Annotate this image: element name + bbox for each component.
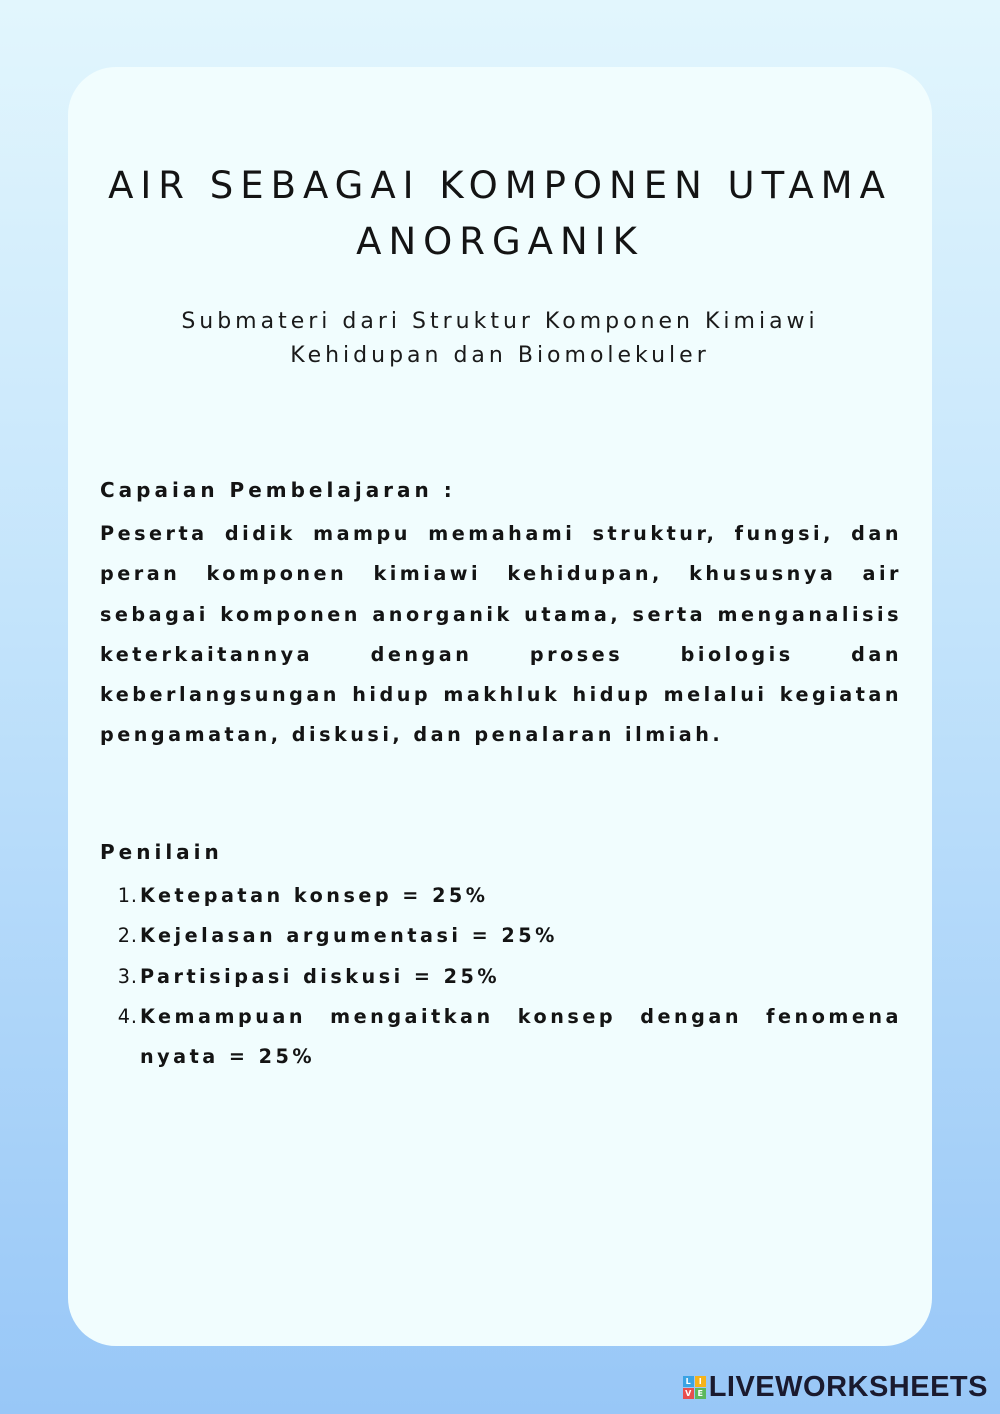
logo-letter: L (683, 1376, 694, 1387)
list-item-text: Ketepatan konsep = 25% (140, 884, 489, 907)
learning-outcome-text: Peserta didik mampu memahami struktur, fungsi, dan peran komponen kimiawi kehidupan, khususnya air sebagai komponen anorganik utama, serta menganalisis keterkaitannya dengan proses biologis dan keberlangsungan hidup makhluk hidup melalui kegiatan pengamatan, diskusi, dan penalaran ilmiah. (100, 522, 902, 747)
liveworksheets-brand (683, 1371, 988, 1404)
list-item-number: 1. (117, 884, 138, 907)
logo-letter: I (695, 1376, 706, 1387)
liveworksheets-logo-icon (683, 1376, 706, 1399)
list-item-text: Kejelasan argumentasi = 25% (140, 924, 558, 948)
logo-letter: V (683, 1388, 694, 1399)
list-item (100, 876, 902, 916)
brand-name: LIVEWORKSHEETS (708, 1371, 988, 1403)
list-item-number: 2. (117, 924, 138, 948)
list-item-number: 4. (117, 1004, 138, 1028)
list-item (100, 997, 902, 1078)
list-item (100, 916, 902, 956)
logo-letter: E (695, 1388, 706, 1399)
assessment-list (100, 876, 902, 1077)
document-title: AIR SEBAGAI KOMPONEN UTAMA ANORGANIK (108, 164, 892, 263)
list-item-number: 3. (117, 964, 138, 988)
list-item (100, 957, 902, 997)
document-subtitle: Submateri dari Struktur Komponen Kimiawi Kehidupan dan Biomolekuler (181, 309, 819, 368)
learning-outcome-label: Capaian Pembelajaran : (100, 478, 456, 502)
list-item-text: Partisipasi diskusi = 25% (140, 964, 501, 988)
list-item-text: Kemampuan mengaitkan konsep dengan fenomena nyata = 25% (140, 1004, 902, 1069)
assessment-label: Penilain (100, 840, 223, 864)
